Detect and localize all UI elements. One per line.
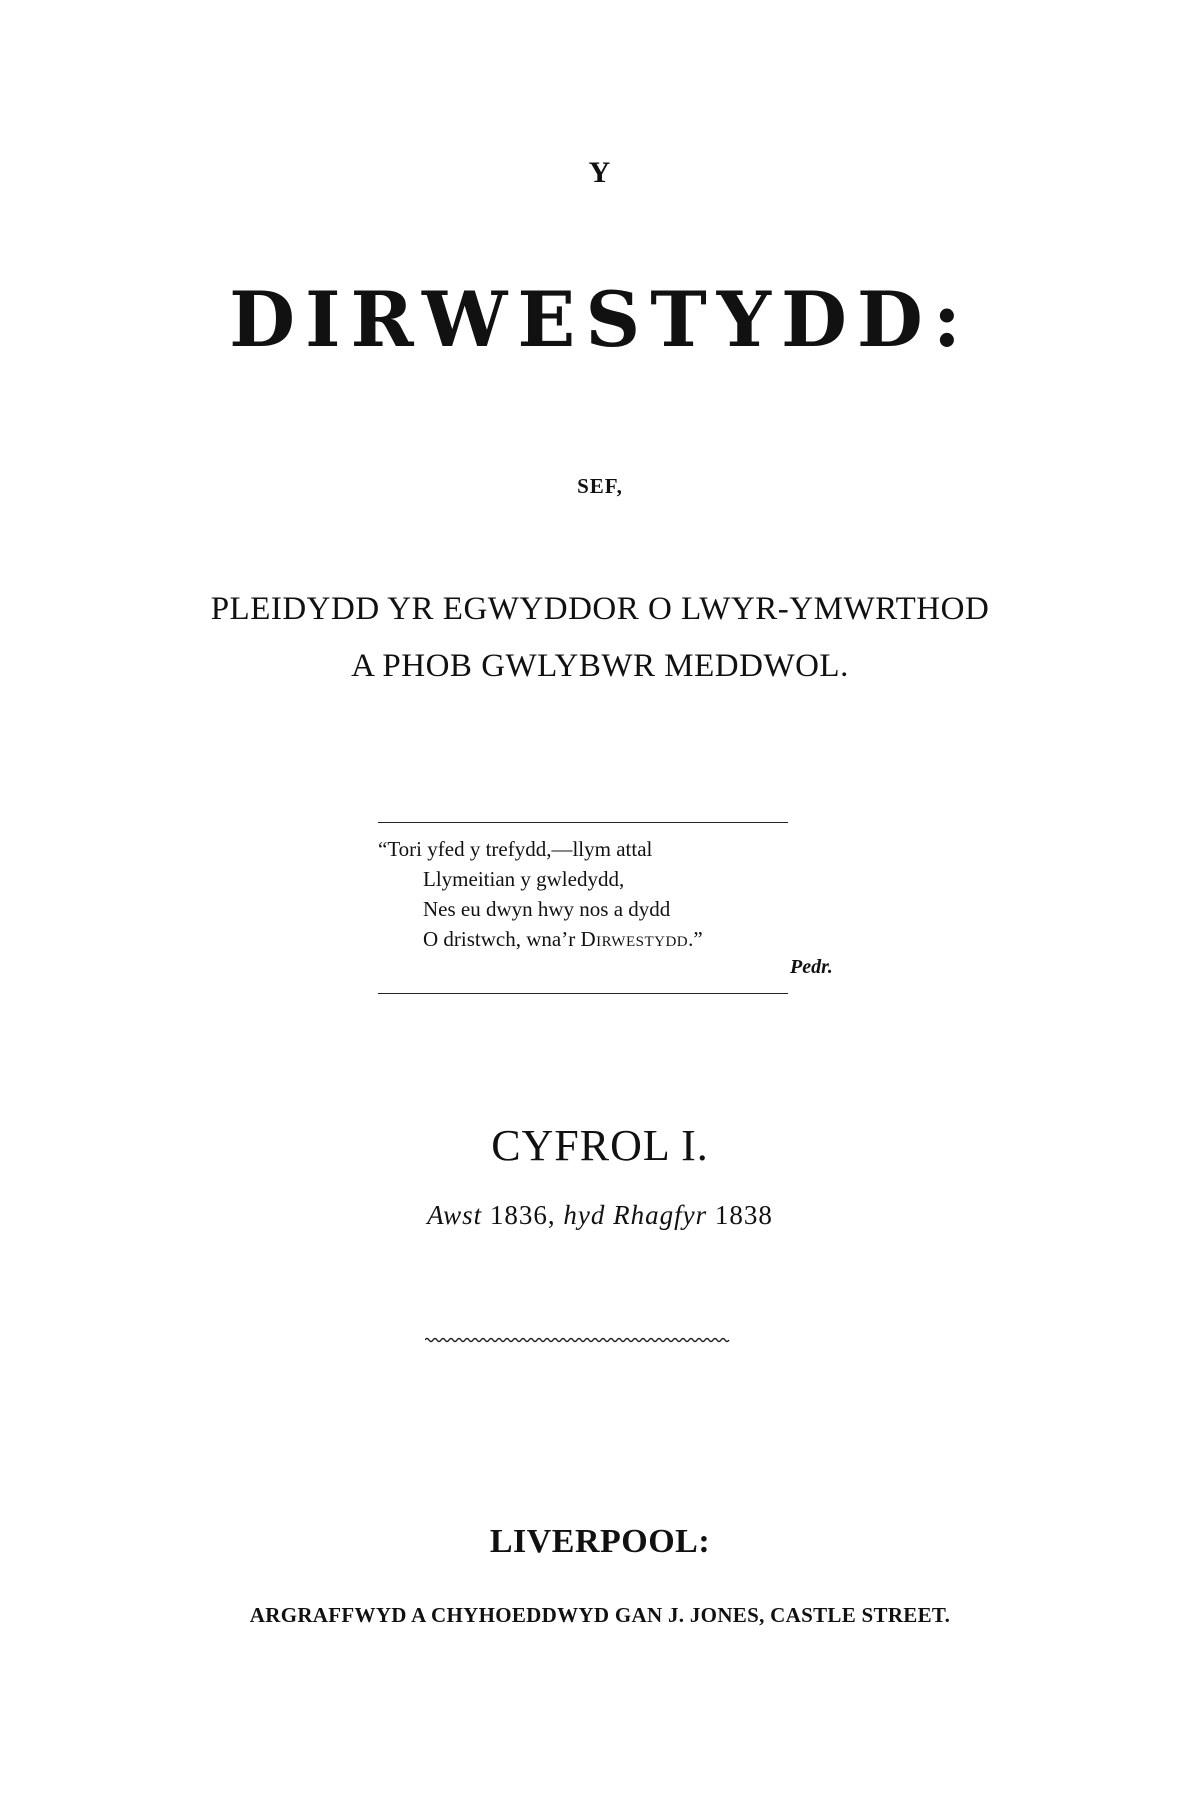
epigraph-line-2: Llymeitian y gwledydd, <box>423 867 625 891</box>
volume-dates <box>0 1200 1200 1231</box>
dates-from-year: 1836, <box>489 1200 556 1230</box>
epigraph-line-4-prefix: O dristwch, wna’r <box>423 927 581 951</box>
epigraph-top-rule <box>378 822 788 823</box>
dates-to-word: hyd Rhagfyr <box>563 1200 708 1230</box>
dates-to-year: 1838 <box>714 1200 773 1230</box>
title-article: Y <box>588 156 612 189</box>
sef-connector: SEF, <box>577 474 623 498</box>
epigraph-line-4 <box>378 924 848 954</box>
epigraph-line-4-suffix: .” <box>688 927 703 951</box>
subtitle-line-2: A PHOB GWLYBWR MEDDWOL. <box>351 648 849 684</box>
epigraph-line-1: “Tori yfed y trefydd,—llym attal <box>378 837 653 861</box>
epigraph-line-4-smallcaps: Dirwestydd <box>580 927 689 951</box>
epigraph-line-3: Nes eu dwyn hwy nos a dydd <box>423 897 671 921</box>
epigraph-attribution: Pedr. <box>790 956 833 978</box>
epigraph-bottom-rule <box>378 993 788 994</box>
subtitle-line-1: PLEIDYDD YR EGWYDDOR O LWYR-YMWRTHOD <box>210 591 990 627</box>
volume-number: CYFROL I. <box>491 1121 709 1170</box>
imprint-line: ARGRAFFWYD A CHYHOEDDWYD GAN J. JONES, CASTLE STREET. <box>249 1603 951 1627</box>
main-title: DIRWESTYDD: <box>229 275 971 364</box>
publication-city: LIVERPOOL: <box>489 1523 711 1560</box>
dates-from-word: Awst <box>427 1200 483 1230</box>
epigraph <box>378 834 848 954</box>
wavy-divider <box>425 1337 730 1343</box>
